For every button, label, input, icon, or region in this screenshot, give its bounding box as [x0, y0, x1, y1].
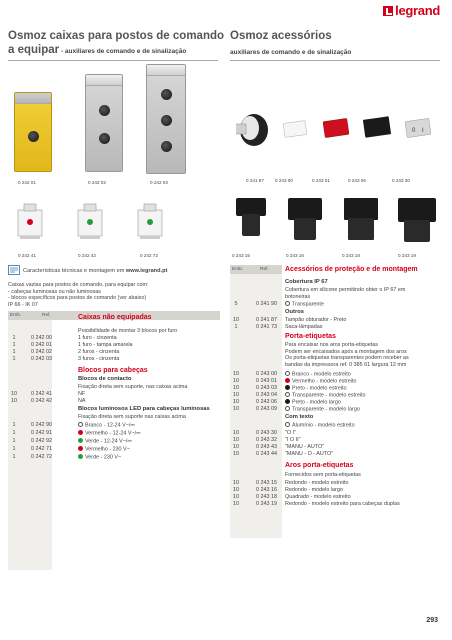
- row-emb: 1: [12, 356, 16, 362]
- left-page-title: [8, 29, 228, 59]
- right-col-emb: Emb.: [232, 267, 244, 272]
- caption-aux-2: 0 242 42: [78, 253, 96, 258]
- caption-lab-1: 0 243 15: [232, 253, 250, 258]
- row-description-text: Tampão obturador - Preto: [285, 317, 347, 323]
- legrand-mark-icon: [383, 6, 393, 16]
- aluminium-circle-icon: [285, 422, 290, 427]
- row-emb: 10: [233, 501, 239, 507]
- row-emb: 10: [233, 451, 239, 457]
- row-ref: 0 243 04: [256, 392, 277, 398]
- row-ref: 0 243 43: [256, 444, 277, 450]
- brand-name: legrand: [395, 3, 440, 18]
- row-ref: 0 242 42: [31, 398, 52, 404]
- caption-lab-4: 0 243 19: [398, 253, 416, 258]
- row-description: [285, 406, 360, 413]
- row-description: [285, 444, 324, 451]
- white-circle-icon: [285, 392, 290, 397]
- row-ref: 0 243 15: [256, 480, 277, 486]
- green-dot-icon: [78, 438, 83, 443]
- right-header-rule: [230, 60, 440, 61]
- row-description-text: Transparente - modelo estreito: [292, 392, 366, 399]
- row-description-text: 2 furos - cinzenta: [78, 349, 120, 355]
- left-section-blocos: Blocos para cabeças: [78, 367, 148, 374]
- row-description-text: Redondo - modelo estreito para cabeças duplas: [285, 501, 400, 507]
- left-subtitle: - auxiliares de comando e de sinalização: [59, 48, 187, 55]
- row-description-text: Preto - modelo estreito: [292, 385, 347, 392]
- right-note-2-line-2: Podem ser encaixados após a montagem dos aros: [285, 348, 407, 355]
- row-ref: 0 242 41: [31, 391, 52, 397]
- right-sub-outros: Outros: [285, 309, 305, 315]
- caption-acc-4: 0 243 06: [348, 178, 366, 183]
- row-description-text: Saca-lâmpadas: [285, 324, 323, 330]
- intro-text: [8, 282, 149, 308]
- svg-text:0: 0: [412, 128, 416, 134]
- row-ref: 0 242 91: [31, 430, 52, 436]
- row-emb: 1: [12, 430, 16, 436]
- row-description: [285, 399, 341, 406]
- row-description-text: "MANU - AUTO": [285, 444, 325, 450]
- row-description: [285, 501, 400, 508]
- white-circle-icon: [285, 371, 290, 376]
- row-description: [78, 342, 133, 349]
- row-description: [78, 454, 121, 461]
- row-ref: 0 242 03: [31, 356, 52, 362]
- row-emb: 1: [12, 438, 16, 444]
- caption-acc-2: 0 243 00: [275, 178, 293, 183]
- row-ref: 0 242 02: [31, 349, 52, 355]
- row-description-text: Verde - 12-24 V~/⎓: [85, 438, 132, 445]
- row-description: [285, 301, 324, 308]
- row-ref: 0 243 19: [256, 501, 277, 507]
- row-ref: 0 243 16: [256, 487, 277, 493]
- row-emb: 1: [12, 342, 16, 348]
- control-box-yellow-image: [14, 92, 52, 172]
- right-note-3: [285, 422, 355, 429]
- row-emb: 10: [233, 371, 239, 377]
- red-dot-icon: [78, 446, 83, 451]
- caption-box-1: 0 242 01: [18, 180, 36, 185]
- row-ref: 0 243 06: [256, 399, 277, 405]
- row-ref: 0 242 90: [31, 422, 52, 428]
- row-description-text: "O I": [285, 430, 297, 436]
- contact-blocks-image: [14, 200, 204, 250]
- intro-line-2: - cabeças luminosas ou não luminosas: [8, 288, 101, 295]
- row-description: [78, 356, 119, 363]
- intro-line-3: - blocos específicos para postos de comando (ver abaixo): [8, 295, 147, 302]
- caption-acc-1: 0 241 87: [246, 178, 264, 183]
- right-note-1: Cobertura em silicone permitindo obter o IP 67 em botoneiras: [285, 287, 406, 300]
- left-title-line1: Osmoz caixas para postos de comando: [8, 30, 225, 42]
- row-description-text: Branco - modelo estreito: [292, 371, 351, 378]
- red-dot-icon: [285, 378, 290, 383]
- row-ref: 0 242 71: [31, 446, 52, 452]
- row-ref: 0 242 72: [31, 454, 52, 460]
- row-description-text: Branco - 12-24 V~/⎓: [85, 422, 135, 429]
- control-box-3-holes-image: [146, 64, 186, 174]
- right-title: Osmoz acessórios: [230, 30, 332, 42]
- row-description: [78, 391, 85, 398]
- white-circle-icon: [285, 406, 290, 411]
- row-ref: 0 243 09: [256, 406, 277, 412]
- right-section-aros: Aros porta-etiquetas: [285, 462, 354, 469]
- row-description-text: Redondo - modelo largo: [285, 487, 343, 493]
- legrand-logo: [383, 3, 440, 18]
- right-page-title: [230, 29, 440, 60]
- row-emb: 1: [234, 324, 238, 330]
- row-ref: 0 242 01: [31, 342, 52, 348]
- caption-aux-1: 0 242 41: [18, 253, 36, 258]
- left-section-caixas: Caixas não equipadas: [78, 314, 152, 321]
- row-description: [285, 430, 296, 437]
- right-sub-cobertura: Cobertura IP 67: [285, 279, 328, 285]
- left-note-1: Possibilidade de montar 3 blocos por furo: [78, 328, 178, 334]
- black-dot-icon: [285, 385, 290, 390]
- caption-aux-3: 0 242 72: [140, 253, 158, 258]
- row-description-text: Transparente: [292, 301, 324, 308]
- intro-line-4: IP 66 - IK 07: [8, 301, 38, 308]
- svg-text:I: I: [422, 128, 424, 134]
- row-emb: 10: [233, 437, 239, 443]
- row-emb: 10: [233, 494, 239, 500]
- row-emb: 10: [233, 392, 239, 398]
- row-description: [285, 371, 351, 378]
- page-number: 293: [426, 617, 438, 624]
- right-note-2-line-4: bandas da impressora ref. 0 385 61 largura 12 mm: [285, 361, 407, 368]
- row-emb: 10: [233, 399, 239, 405]
- caption-acc-5: 0 243 30: [392, 178, 410, 183]
- white-circle-icon: [285, 301, 290, 306]
- row-description: [285, 451, 333, 458]
- row-emb: 10: [11, 398, 17, 404]
- row-description: [78, 422, 135, 429]
- row-emb: 1: [12, 446, 16, 452]
- technical-info-url[interactable]: www.legrand.pt: [125, 268, 168, 274]
- row-emb: 10: [233, 487, 239, 493]
- caption-box-2: 0 242 02: [88, 180, 106, 185]
- row-emb: 10: [233, 480, 239, 486]
- right-note-4: Fornecidos sem porta-etiquetas: [285, 472, 361, 478]
- white-circle-icon: [78, 422, 83, 427]
- row-emb: 10: [233, 378, 239, 384]
- row-emb: 10: [233, 430, 239, 436]
- row-description-text: Quadrado - modelo estreito: [285, 494, 351, 500]
- row-emb: 10: [233, 444, 239, 450]
- row-description: [285, 437, 301, 444]
- right-section-acessorios: Acessórios de proteção e de montagem: [285, 266, 418, 273]
- black-dot-icon: [285, 399, 290, 404]
- row-description-text: Transparente - modelo largo: [292, 406, 360, 413]
- row-description-text: 1 furo - cinzenta: [78, 335, 117, 341]
- row-emb: 1: [12, 422, 16, 428]
- row-description: [285, 480, 349, 487]
- row-description: [285, 494, 351, 501]
- row-description-text: 3 furos - cinzenta: [78, 356, 120, 362]
- left-sub-led: Blocos luminosos LED para cabeças luminosas: [78, 406, 210, 412]
- row-emb: 10: [233, 406, 239, 412]
- right-col-ref: Ref.: [260, 267, 269, 272]
- row-ref: 0 243 01: [256, 378, 277, 384]
- right-table-header: [230, 265, 282, 274]
- row-ref: 0 241 87: [256, 317, 277, 323]
- row-ref: 0 241 73: [256, 324, 277, 330]
- row-emb: 1: [12, 335, 16, 341]
- left-note-2: Fixação direta sem suporte, nas caixas acima: [78, 384, 188, 390]
- row-description-text: Vermelho - modelo estreito: [292, 378, 357, 385]
- caption-lab-2: 0 243 16: [286, 253, 304, 258]
- row-description: [78, 438, 132, 445]
- row-description-text: "I O II": [285, 437, 301, 443]
- row-description-text: NF: [78, 391, 86, 397]
- row-emb: 5: [234, 301, 238, 307]
- right-note-2: [285, 342, 409, 368]
- left-col-ref: Ref.: [42, 313, 51, 318]
- row-description: [78, 446, 130, 453]
- technical-info-prefix: Características técnicas e montagem em: [23, 268, 126, 274]
- row-ref: 0 242 00: [31, 335, 52, 341]
- row-ref: 0 243 18: [256, 494, 277, 500]
- row-description-text: Verde - 230 V~: [85, 454, 122, 461]
- intro-line-1: Caixas vazias para postos de comando, para equipar com:: [8, 282, 149, 288]
- row-emb: 10: [11, 391, 17, 397]
- row-description: [285, 385, 347, 392]
- left-note-3: Fixação direta sem suporte nas caixas acima: [78, 414, 186, 420]
- row-description: [285, 392, 366, 399]
- row-emb: 1: [12, 454, 16, 460]
- control-box-2-holes-image: [85, 74, 123, 172]
- row-description-text: Preto - modelo largo: [292, 399, 341, 406]
- row-description: [78, 335, 117, 342]
- green-dot-icon: [78, 454, 83, 459]
- caption-lab-3: 0 243 18: [342, 253, 360, 258]
- row-description-text: 1 furo - tampa amarela: [78, 342, 133, 348]
- row-description: [285, 324, 322, 331]
- right-sub-com-texto: Com texto: [285, 414, 314, 420]
- row-emb: 10: [233, 317, 239, 323]
- label-holder-rings-image: [230, 196, 446, 252]
- row-description: [78, 398, 86, 405]
- row-description-text: Vermelho - 230 V~: [85, 446, 130, 453]
- row-description: [285, 487, 343, 494]
- row-emb: 1: [12, 349, 16, 355]
- row-ref: 0 243 30: [256, 430, 277, 436]
- red-dot-icon: [78, 430, 83, 435]
- row-description-text: Redondo - modelo estreito: [285, 480, 349, 486]
- row-description-text: NA: [78, 398, 86, 404]
- left-col-emb: Emb.: [10, 313, 22, 318]
- row-description: [78, 349, 119, 356]
- row-description: [285, 317, 346, 324]
- row-ref: 0 243 44: [256, 451, 277, 457]
- row-description-text: "MANU - O - AUTO": [285, 451, 334, 457]
- row-description: [285, 378, 356, 385]
- row-description-text: Vermelho - 12-24 V~/⎓: [85, 430, 141, 437]
- row-ref: 0 243 32: [256, 437, 277, 443]
- technical-info-link[interactable]: [23, 268, 167, 275]
- caption-box-3: 0 242 03: [150, 180, 168, 185]
- right-note-2-line-1: Para encaixar nos aros porta-etiquetas: [285, 342, 378, 348]
- technical-info-icon: [8, 265, 20, 275]
- accessories-image: [236, 108, 446, 152]
- left-title-line2: a equipar: [8, 44, 60, 56]
- row-ref: 0 242 92: [31, 438, 52, 444]
- caption-acc-3: 0 243 01: [312, 178, 330, 183]
- row-ref: 0 241 90: [256, 301, 277, 307]
- right-section-porta-etiquetas: Porta-etiquetas: [285, 333, 336, 340]
- row-ref: 0 243 00: [256, 371, 277, 377]
- right-note-2-line-3: Os porta-etiquetas transparentes podem receber as: [285, 355, 409, 362]
- left-header-rule: [8, 60, 218, 61]
- left-sub-contacto: Blocos de contacto: [78, 376, 132, 382]
- right-note-3-text: Alumínio - modelo estreito: [292, 422, 355, 429]
- row-ref: 0 243 03: [256, 385, 277, 391]
- row-emb: 10: [233, 385, 239, 391]
- right-subtitle: auxiliares de comando e de sinalização: [230, 49, 352, 56]
- row-description: [78, 430, 140, 437]
